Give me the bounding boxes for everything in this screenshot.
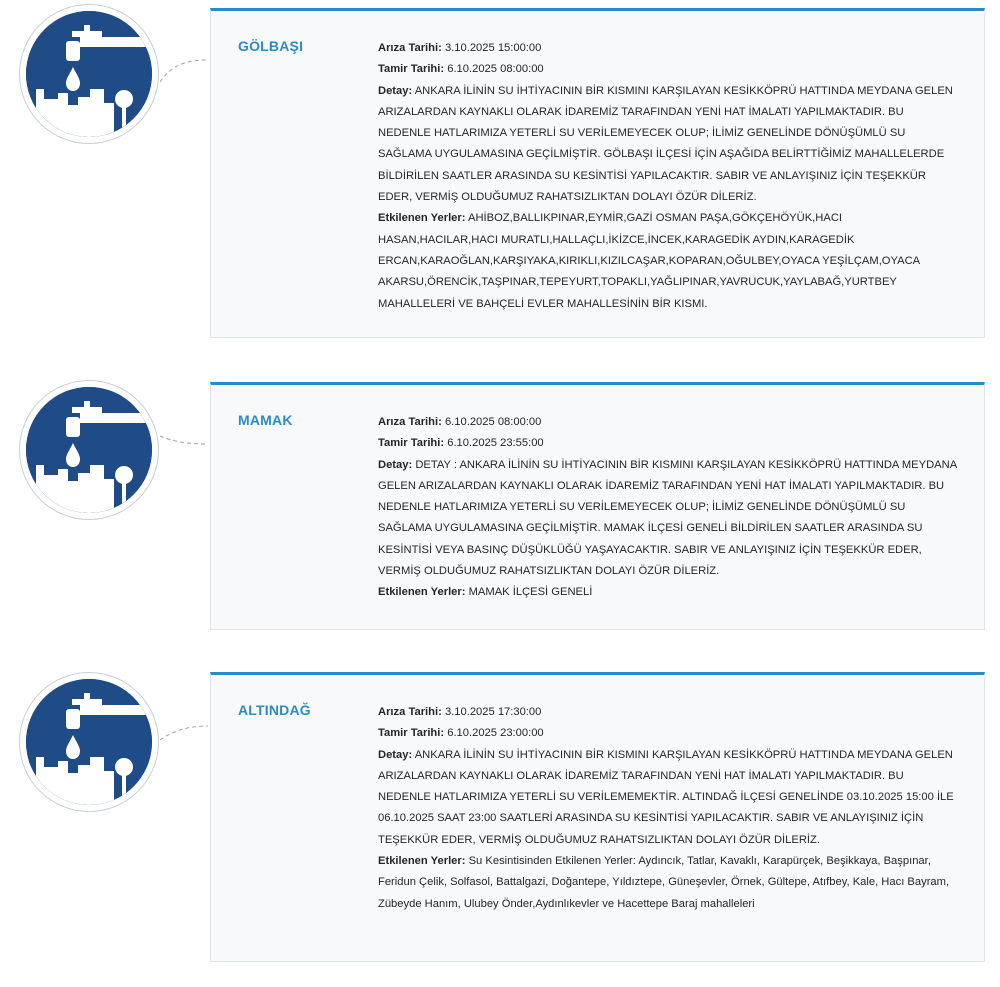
dashed-connector (158, 432, 210, 462)
outage-card (210, 8, 985, 338)
dashed-connector (158, 718, 210, 748)
affected-row (378, 582, 958, 603)
outage-card (210, 672, 985, 962)
water-tap-city-icon (26, 387, 152, 513)
fault-date-label: Arıza Tarihi: (378, 42, 442, 54)
fault-date-value: 6.10.2025 08:00:00 (444, 416, 542, 428)
outage-details (378, 702, 958, 915)
water-tap-city-icon (26, 679, 152, 805)
fault-date-label: Arıza Tarihi: (378, 706, 442, 718)
affected-row (378, 208, 958, 314)
affected-label: Etkilenen Yerler: (378, 855, 466, 868)
fault-date-row (378, 38, 958, 59)
region-name: MAMAK (238, 412, 293, 428)
dashed-connector (158, 56, 210, 86)
repair-date-value: 6.10.2025 23:55:00 (447, 437, 544, 450)
region-name: ALTINDAĞ (238, 702, 311, 718)
outage-icon-frame (19, 380, 159, 520)
repair-date-row (378, 723, 958, 744)
affected-text: MAMAK İLÇESİ GENELİ (468, 586, 593, 599)
fault-date-row (378, 702, 958, 723)
detail-row (378, 81, 958, 209)
outage-details (378, 412, 958, 604)
outage-card (210, 382, 985, 630)
repair-date-row (378, 59, 958, 80)
water-tap-city-icon (26, 11, 152, 137)
outage-icon-frame (19, 4, 159, 144)
repair-date-value: 6.10.2025 08:00:00 (447, 63, 544, 76)
affected-row (378, 851, 958, 915)
fault-date-label: Arıza Tarihi: (378, 416, 442, 428)
repair-date-label: Tamir Tarihi: (378, 63, 445, 76)
detail-text: ANKARA İLİNİN SU İHTİYACININ BİR KISMINI KARŞILAYAN KESİKKÖPRÜ HATTINDA MEYDANA GELEN ARIZALARDAN KAYNAKLI OLARAK İDAREMİZ TARAFINDAN YENİ HAT İMALATI YAPILMAKTADIR. BU NEDENLE HATLARIMIZA YETERLİ SU VERİLEMEMEKTİR. ALTINDAĞ İLÇESİ GENELİNDE 03.10.2025 15:00 İLE 06.10.2025 SAAT 23:00 SAATLERİ ARASINDA SU KESİNTİSİ YAPILACAKTIR. SABIR VE ANLAYIŞINIZ İÇİN TEŞEKKÜR EDER, VERMİŞ OLDUĞUMUZ RAHATSIZLIKTAN DOLAYI ÖZÜR DİLERİZ. (378, 748, 954, 846)
repair-date-row (378, 433, 958, 454)
outage-icon-frame (19, 672, 159, 812)
outage-details (378, 38, 958, 315)
detail-label: Detay: (378, 748, 413, 761)
affected-text: Su Kesintisinden Etkilenen Yerler: Aydıncık, Tatlar, Kavaklı, Karapürçek, Beşikkaya, Başpınar, Feridun Çelik, Solfasol, Battalgazi, Doğantepe, Yıldıztepe, Güneşevler, Örnek, Gültepe, Atıfbey, Kale, Hacı Bayram, Zübeyde Hanım, Ulubey Önder,Aydınlıkevler ve Hacettepe Baraj mahalleleri (378, 855, 950, 910)
fault-date-value: 3.10.2025 17:30:00 (444, 706, 542, 718)
fault-date-value: 3.10.2025 15:00:00 (444, 42, 542, 54)
detail-row (378, 455, 958, 583)
detail-text: DETAY : ANKARA İLİNİN SU İHTİYACININ BİR KISMINI KARŞILAYAN KESİKKÖPRÜ HATTINDA MEYDANA GELEN ARIZALARDAN KAYNAKLI OLARAK İDAREMİZ TARAFINDAN YENİ HAT İMALATI YAPILMAKTADIR. BU NEDENLE HATLARIMIZA YETERLİ SU VERİLEMEYECEK OLUP; İLİMİZ GENELİNDE DÖNÜŞÜMLÜ SU SAĞLAMA UYGULAMASINA GEÇİLMİŞTİR. MAMAK İLÇESİ GENELİ BİLDİRİLEN SAATLER ARASINDA SU KESİNTİSİ VEYA BASINÇ DÜŞÜKLÜĞÜ YAŞAYACAKTIR. SABIR VE ANLAYIŞINIZ İÇİN TEŞEKKÜR EDER, VERMİŞ OLDUĞUMUZ RAHATSIZLIKTAN DOLAYI ÖZÜR DİLERİZ. (378, 458, 957, 578)
fault-date-row (378, 412, 958, 433)
affected-text: AHİBOZ,BALLIKPINAR,EYMİR,GAZİ OSMAN PAŞA,GÖKÇEHÖYÜK,HACI HASAN,HACILAR,HACI MURATLI,HALLAÇLI,İKİZCE,İNCEK,KARAGEDİK AYDIN,KARAGEDİK ERCAN,KARAOĞLAN,KARŞIYAKA,KIRIKLI,KIZILCAŞAR,KOPARAN,OĞULBEY,OYACA YEŞİLÇAM,OYACA AKARSU,ÖRENCİK,TAŞPINAR,TEPEYURT,TOPAKLI,YAĞLIPINAR,YAVRUCUK,YAYLABAĞ,YURTBEY MAHALLELERİ VE BAHÇELİ EVLER MAHALLESİNİN BİR KISMI. (378, 212, 920, 310)
repair-date-value: 6.10.2025 23:00:00 (447, 727, 544, 740)
detail-text: ANKARA İLİNİN SU İHTİYACININ BİR KISMINI KARŞILAYAN KESİKKÖPRÜ HATTINDA MEYDANA GELEN ARIZALARDAN KAYNAKLI OLARAK İDAREMİZ TARAFINDAN YENİ HAT İMALATI YAPILMAKTADIR. BU NEDENLE HATLARIMIZA YETERLİ SU VERİLEMEYECEK OLUP; İLİMİZ GENELİNDE DÖNÜŞÜMLÜ SU SAĞLAMA UYGULAMASINA GEÇİLMİŞTİR. GÖLBAŞI İLÇESİ İÇİN AŞAĞIDA BELİRTTİĞİMİZ MAHALLELERDE BİLDİRİLEN SAATLER ARASINDA SU KESİNTİSİ YAPILACAKTIR. SABIR VE ANLAYIŞINIZ İÇİN TEŞEKKÜR EDER, VERMİŞ OLDUĞUMUZ RAHATSIZLIKTAN DOLAYI ÖZÜR DİLERİZ. (378, 84, 953, 204)
detail-label: Detay: (378, 84, 413, 97)
repair-date-label: Tamir Tarihi: (378, 437, 445, 450)
repair-date-label: Tamir Tarihi: (378, 727, 445, 740)
detail-label: Detay: (378, 458, 413, 471)
affected-label: Etkilenen Yerler: (378, 586, 466, 599)
detail-row (378, 745, 958, 851)
affected-label: Etkilenen Yerler: (378, 212, 466, 225)
region-name: GÖLBAŞI (238, 38, 304, 54)
